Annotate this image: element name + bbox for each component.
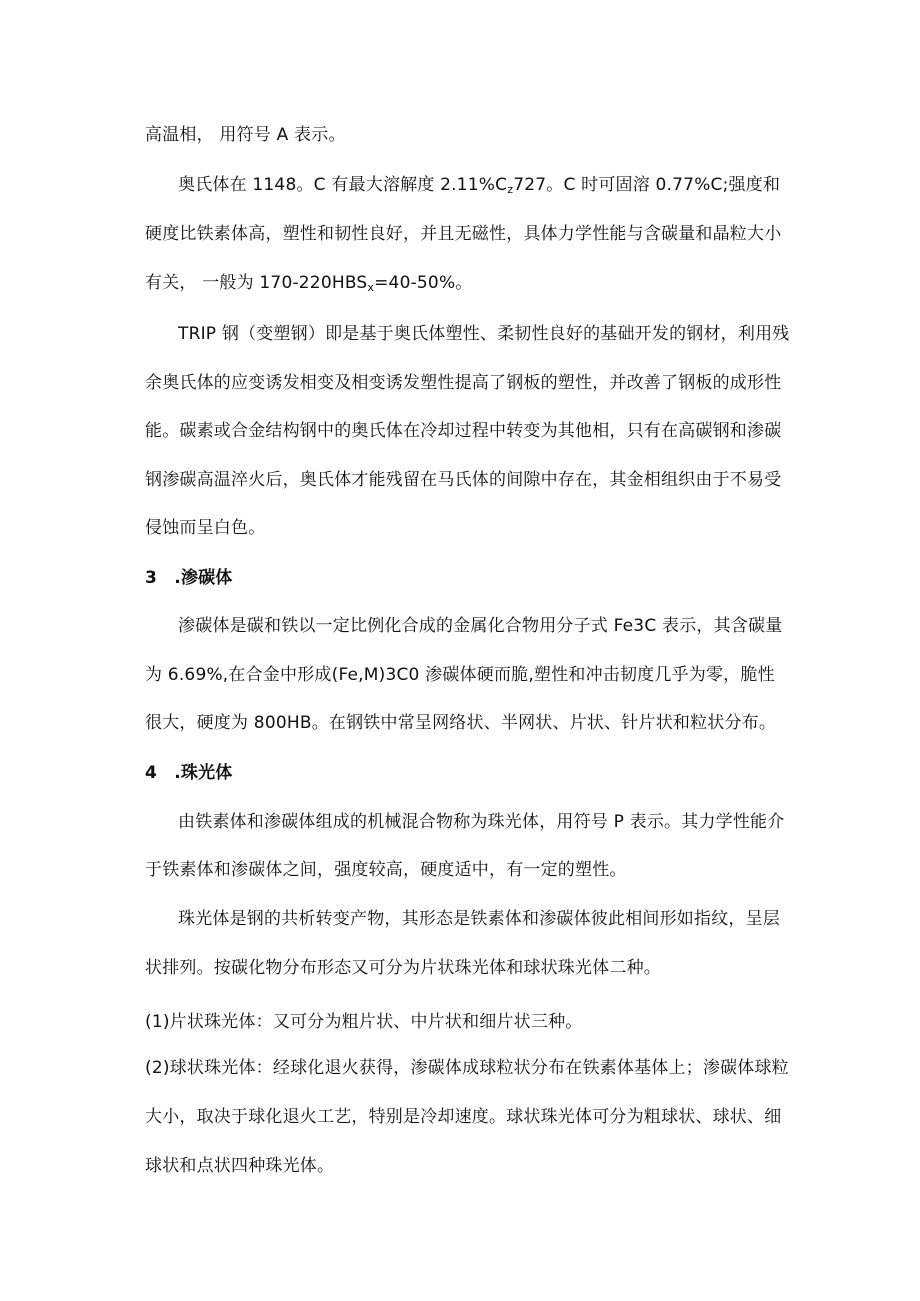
text-line: 侵蚀而呈白色。 [145,518,266,538]
text-line: 能。碳素或合金结构钢中的奥氏体在冷却过程中转变为其他相，只有在高碳钢和渗碳 [145,421,782,441]
text-line: 由铁素体和渗碳体组成的机械混合物称为珠光体，用符号 P 表示。其力学性能介 [178,812,785,832]
text-line: 大小，取决于球化退火工艺，特别是冷却速度。球状珠光体可分为粗球状、球状、细 [145,1107,782,1127]
text-line: TRIP 钢（变塑钢）即是基于奥氏体塑性、柔韧性良好的基础开发的钢材，利用残 [178,324,790,344]
text-line: 高温相， 用符号 A 表示。 [145,125,346,145]
section-heading: 3 .渗碳体 [145,568,233,588]
text-fragment: 727。C 时可固溶 0.77%C;强度和 [513,175,781,195]
list-item: (1)片状珠光体：又可分为粗片状、中片状和细片状三种。 [145,1012,583,1032]
text-line: 为 6.69%,在合金中形成(Fe,M)3C0 渗碳体硬而脆,塑性和冲击韧度几乎为零，脆性 [145,665,775,685]
text-line: 很大，硬度为 800HB。在钢铁中常呈网络状、半网状、片状、针片状和粒状分布。 [145,713,777,733]
text-line: 余奥氏体的应变诱发相变及相变诱发塑性提高了钢板的塑性，并改善了钢板的成形性 [145,373,782,393]
text-fragment: 有关， 一般为 170-220HBS [145,273,368,293]
text-line: 于铁素体和渗碳体之间，强度较高，硬度适中，有一定的塑性。 [145,860,627,880]
text-line: 硬度比铁素体高，塑性和韧性良好，并且无磁性，具体力学性能与含碳量和晶粒大小 [145,224,782,244]
list-item: (2)球状珠光体：经球化退火获得，渗碳体成球粒状分布在铁素体基体上；渗碳体球粒 [145,1058,789,1078]
text-line: 钢渗碳高温淬火后，奥氏体才能残留在马氏体的间隙中存在，其金相组织由于不易受 [145,470,782,490]
text-line: 状排列。按碳化物分布形态又可分为片状珠光体和球状珠光体二种。 [145,958,661,978]
text-line [145,271,473,295]
text-fragment: =40-50%。 [374,273,473,293]
text-line: 珠光体是钢的共析转变产物，其形态是铁素体和渗碳体彼此相间形如指纹，呈层 [178,909,780,929]
section-heading: 4 .珠光体 [145,763,233,783]
text-line: 球状和点状四种珠光体。 [145,1156,335,1176]
subscript: x [367,281,375,294]
text-line [178,173,780,197]
text-line: 渗碳体是碳和铁以一定比例化合成的金属化合物用分子式 Fe3C 表示，其含碳量 [178,616,783,636]
text-fragment: 奥氏体在 1148。C 有最大溶解度 2.11%C [178,175,508,195]
subscript: z [507,183,514,196]
